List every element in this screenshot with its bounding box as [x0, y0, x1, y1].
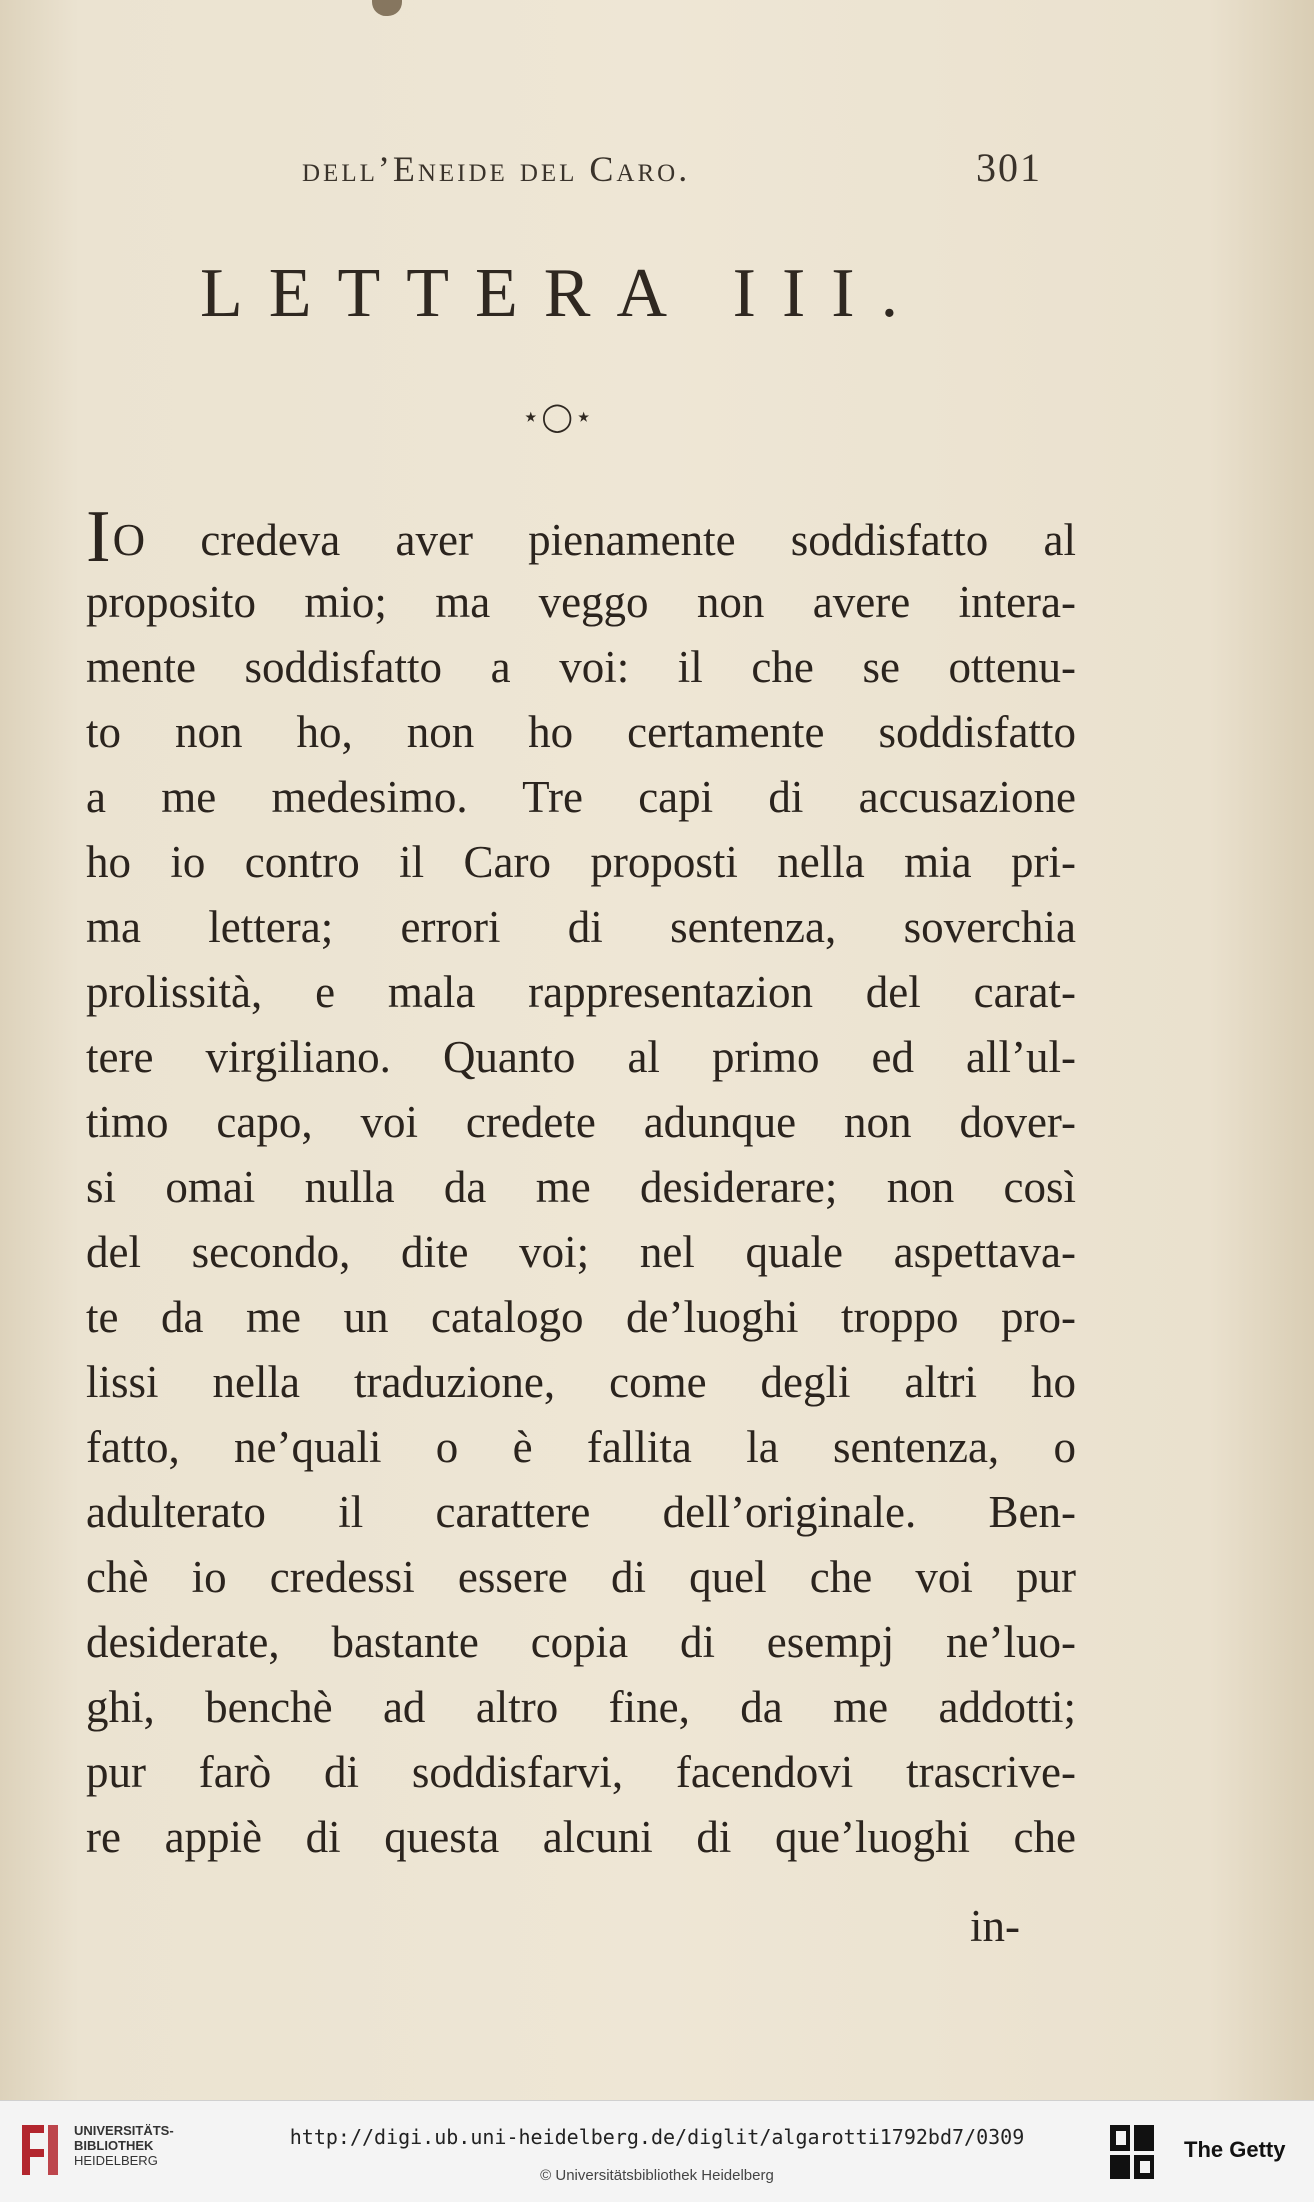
library-name: UNIVERSITÄTS- BIBLIOTHEK HEIDELBERG — [74, 2123, 174, 2168]
text-line: ma lettera; errori di sentenza, soverchia — [86, 902, 1076, 952]
permalink-url[interactable]: http://digi.ub.uni-heidelberg.de/diglit/algarotti1792bd7/0309 — [289, 2125, 1025, 2149]
page-number: 301 — [976, 145, 1042, 190]
text-line: te da me un catalogo de’luoghi troppo pro- — [86, 1292, 1076, 1342]
partner-name: The Getty — [1184, 2137, 1286, 2162]
text-line: re appiè di questa alcuni di que’luoghi che — [86, 1812, 1076, 1862]
getty-logo-icon[interactable] — [1106, 2121, 1158, 2183]
text-line: ho io contro il Caro proposti nella mia pri- — [86, 837, 1076, 887]
body-text — [86, 496, 1076, 1870]
text-line: desiderate, bastante copia di esempj ne’luo- — [86, 1617, 1076, 1667]
text-line: proposito mio; ma veggo non avere intera- — [86, 577, 1076, 627]
copyright-notice: © Universitätsbibliothek Heidelberg — [540, 2167, 774, 2184]
text-line: lissi nella traduzione, come degli altri ho — [86, 1357, 1076, 1407]
text-line: si omai nulla da me desiderare; non così — [86, 1162, 1076, 1212]
drop-cap: I — [86, 496, 111, 578]
text-line: a me medesimo. Tre capi di accusazione — [86, 772, 1076, 822]
footer-bar — [0, 2100, 1314, 2202]
text-line: chè io credessi essere di quel che voi pur — [86, 1552, 1076, 1602]
page-stain — [372, 0, 402, 16]
text-line: pur farò di soddisfarvi, facendovi trascrive- — [86, 1747, 1076, 1797]
letter-title: LETTERA III. — [200, 255, 925, 332]
text-line: mente soddisfatto a voi: il che se ottenu- — [86, 642, 1076, 692]
text-line: IO credeva aver pienamente soddisfatto al — [86, 496, 1076, 578]
text-line: tere virgiliano. Quanto al primo ed all’ul- — [86, 1032, 1076, 1082]
running-head: dell’Eneide del Caro. — [302, 149, 691, 189]
catchword: in- — [970, 1901, 1020, 1951]
text-line: prolissità, e mala rappresentazion del carat- — [86, 967, 1076, 1017]
text-line: to non ho, non ho certamente soddisfatto — [86, 707, 1076, 757]
text-line: del secondo, dite voi; nel quale aspettava- — [86, 1227, 1076, 1277]
text-line: ghi, benchè ad altro fine, da me addotti; — [86, 1682, 1076, 1732]
text-line: adulterato il carattere dell’originale. Ben- — [86, 1487, 1076, 1537]
text-line: fatto, ne’quali o è fallita la sentenza, o — [86, 1422, 1076, 1472]
ornament: ⋆◯⋆ — [522, 400, 595, 433]
text-line: timo capo, voi credete adunque non dover- — [86, 1097, 1076, 1147]
